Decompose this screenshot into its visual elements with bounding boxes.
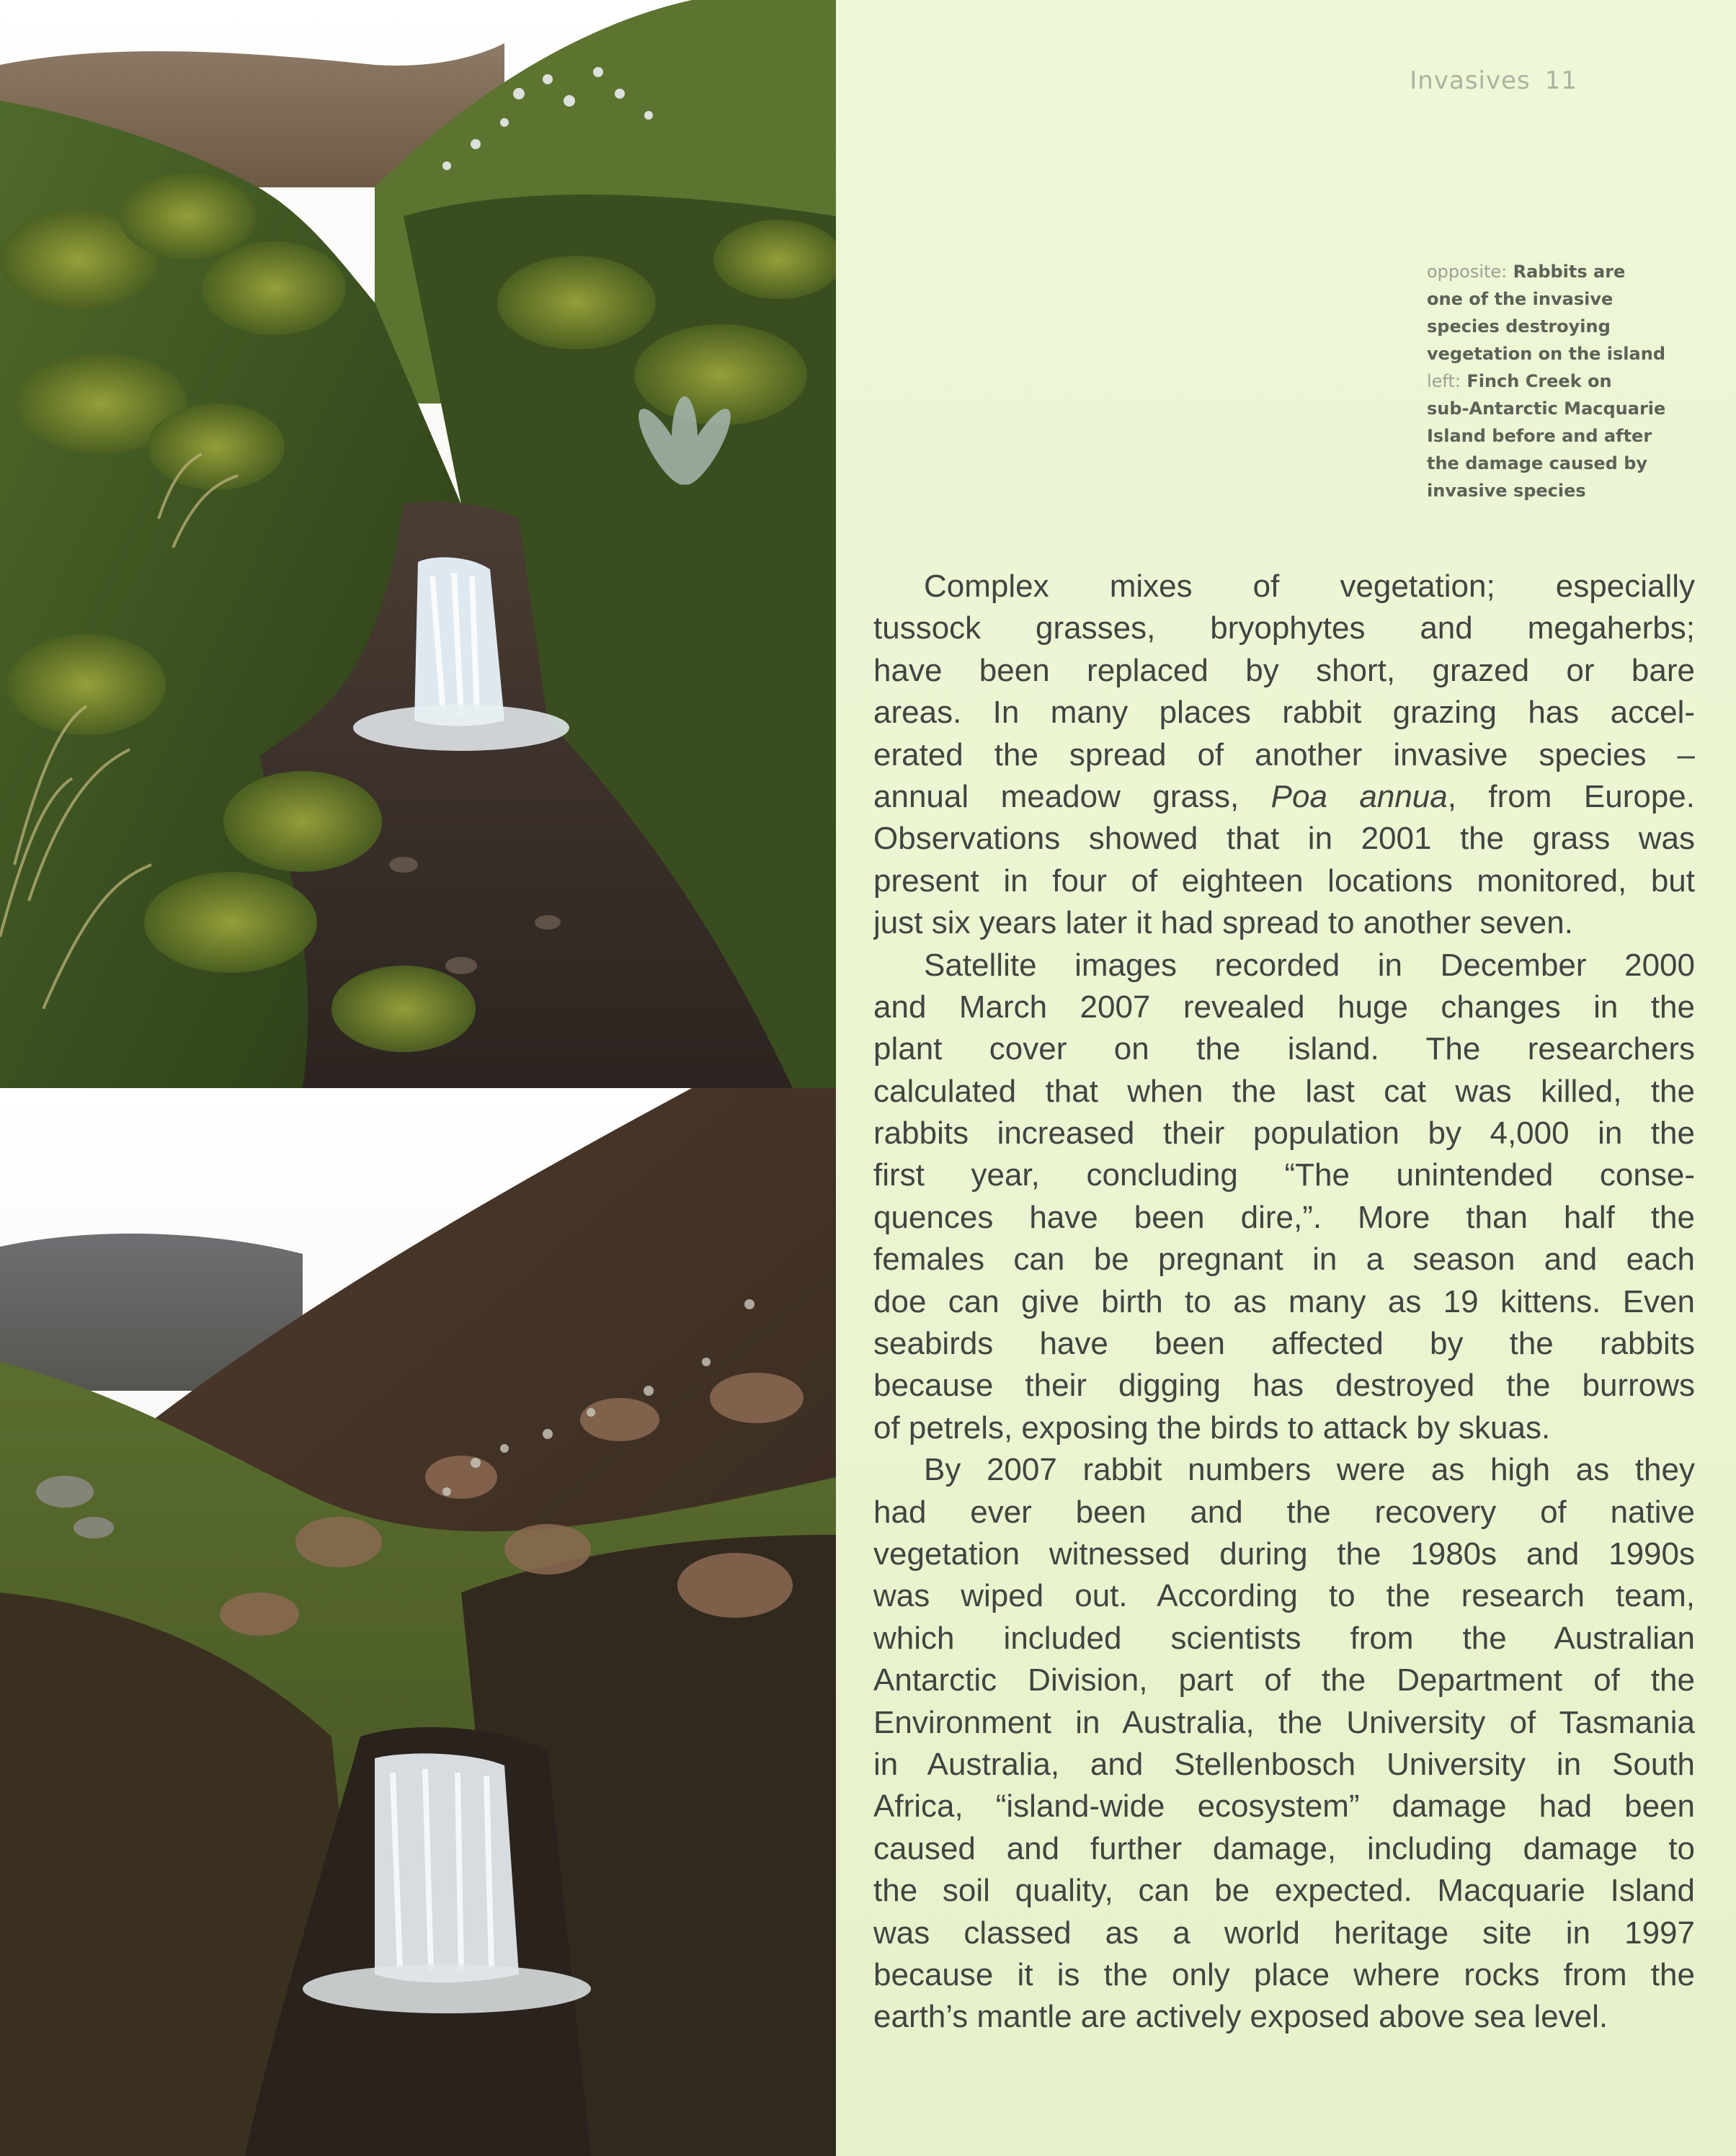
text-line: of petrels, exposing the birds to attack by skuas. [873, 1409, 1551, 1446]
caption-text: Finch Creek on [1466, 371, 1612, 391]
species-name: Poa annua [1270, 778, 1448, 814]
caption-line [1427, 477, 1657, 504]
text-line: was wiped out. According to the research team, [873, 1578, 1695, 1614]
text-column [836, 0, 1736, 2156]
text-line: vegetation witnessed during the 1980s and 1990s [873, 1536, 1695, 1572]
text-line: Complex mixes of vegetation; especially [924, 569, 1695, 604]
text-line: earth’s mantle are actively exposed above sea level. [873, 1999, 1608, 2035]
text-line: the soil quality, can be expected. Macquarie Island [873, 1873, 1695, 1909]
caption-line [1427, 313, 1657, 340]
caption-text: one of the invasive [1427, 289, 1613, 309]
paragraph [873, 945, 1695, 1450]
text-line: caused and further damage, including damage to [873, 1830, 1695, 1866]
text-line: Satellite images recorded in December 2000 [924, 947, 1695, 983]
caption-line [1427, 368, 1657, 395]
text-line: females can be pregnant in a season and each [873, 1242, 1695, 1278]
photo-finch-creek-after-image [0, 1088, 836, 2156]
caption-line [1427, 395, 1666, 422]
text-line: Antarctic Division, part of the Department of the [873, 1662, 1695, 1698]
caption-text: vegetation on the island [1427, 344, 1665, 364]
photo-finch-creek-after [0, 1088, 836, 2156]
text-line: have been replaced by short, grazed or bare [873, 652, 1695, 688]
caption-line [1427, 340, 1665, 368]
section-title: Invasives [1410, 66, 1531, 95]
caption-lead: opposite: [1427, 262, 1508, 282]
text-line: because their digging has destroyed the burrows [873, 1368, 1695, 1404]
text-line: had ever been and the recovery of native [873, 1494, 1695, 1530]
text-line: plant cover on the island. The researchers [873, 1031, 1695, 1067]
page-number: 11 [1544, 66, 1577, 95]
caption-text: species destroying [1427, 316, 1611, 337]
text-line: rabbits increased their population by 4,000 in the [873, 1115, 1695, 1152]
text-line: which included scientists from the Australian [873, 1620, 1695, 1656]
caption-line [1427, 422, 1657, 450]
caption-text: sub-Antarctic Macquarie [1427, 398, 1666, 419]
text-line: erated the spread of another invasive species – [873, 736, 1695, 772]
caption-text: Island before and after [1427, 426, 1652, 446]
text-line: and March 2007 revealed huge changes in the [873, 989, 1695, 1025]
text-line: first year, concluding “The unintended conse- [873, 1157, 1695, 1193]
text-line: present in four of eighteen locations monitored, but [873, 863, 1695, 899]
caption-line [1427, 258, 1657, 285]
body-text [873, 566, 1695, 2039]
text-line: By 2007 rabbit numbers were as high as they [924, 1452, 1695, 1488]
paragraph [873, 566, 1695, 945]
text-line: because it is the only place where rocks from the [873, 1956, 1695, 1992]
caption-text: invasive species [1427, 481, 1586, 501]
text-line: doe can give birth to as many as 19 kittens. Even [873, 1283, 1695, 1319]
text-line: just six years later it had spread to another seven. [873, 905, 1573, 941]
text-line: Observations showed that in 2001 the grass was [873, 821, 1695, 857]
running-header [1410, 66, 1577, 95]
photo-finch-creek-before [0, 0, 836, 1088]
photo-caption [1427, 258, 1666, 504]
photo-finch-creek-before-image [0, 0, 836, 1088]
text-line: in Australia, and Stellenbosch University in South [873, 1746, 1695, 1782]
text-line: areas. In many places rabbit grazing has accel- [873, 695, 1695, 731]
photo-column [0, 0, 836, 2156]
caption-text: the damage caused by [1427, 453, 1648, 473]
text-line: Africa, “island-wide ecosystem” damage had been [873, 1788, 1695, 1825]
text-line: quences have been dire,”. More than half the [873, 1199, 1695, 1235]
text-line: Environment in Australia, the University of Tasmania [873, 1704, 1695, 1740]
paragraph [873, 1449, 1695, 2038]
caption-line [1427, 285, 1657, 313]
text-line: tussock grasses, bryophytes and megaherbs; [873, 610, 1695, 646]
text-line: seabirds have been affected by the rabbits [873, 1326, 1695, 1362]
text-line: was classed as a world heritage site in 1997 [873, 1915, 1695, 1951]
text-line: annual meadow grass, Poa annua, from Europe. [873, 778, 1695, 814]
caption-text: Rabbits are [1513, 262, 1626, 282]
text-line: calculated that when the last cat was killed, the [873, 1073, 1695, 1109]
caption-lead: left: [1427, 371, 1461, 391]
caption-line [1427, 450, 1657, 477]
